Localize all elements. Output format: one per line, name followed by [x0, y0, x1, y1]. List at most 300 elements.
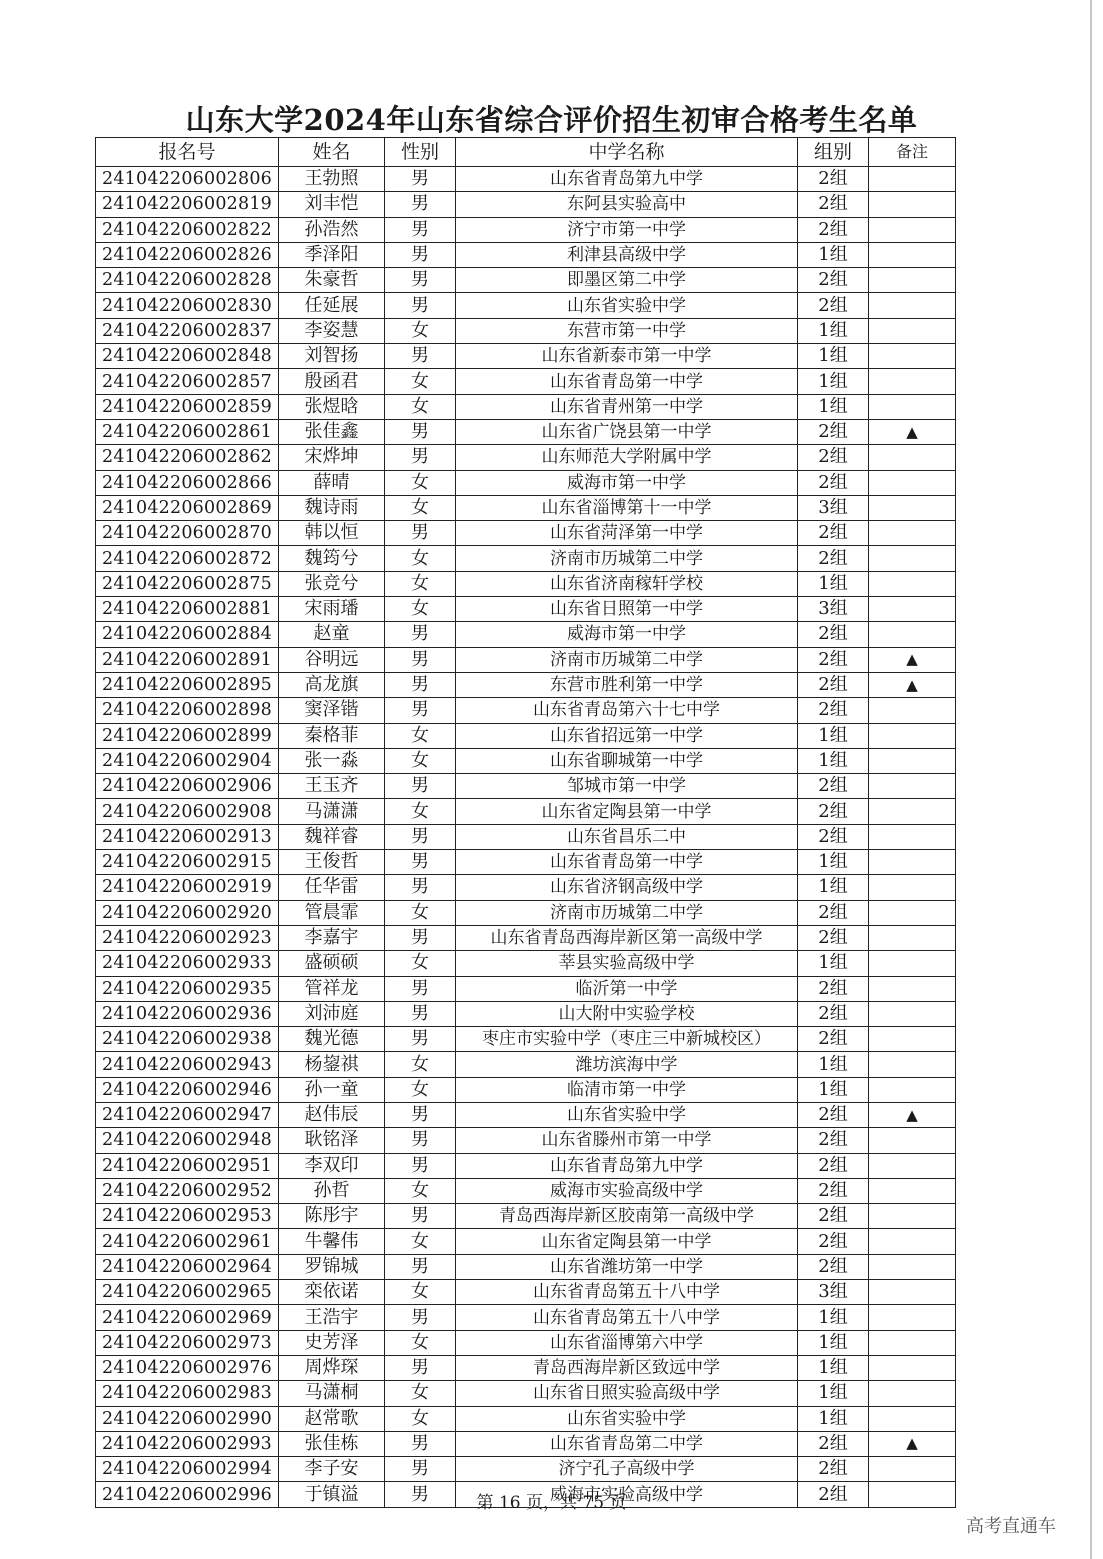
student-name-cell: 刘丰恺	[279, 192, 385, 217]
gender-cell: 男	[385, 925, 456, 950]
registration-no-cell: 241042206002935	[96, 976, 279, 1001]
gender-cell: 女	[385, 1178, 456, 1203]
table-row	[96, 875, 956, 900]
table-row	[96, 1102, 956, 1127]
student-name-cell: 王勃照	[279, 167, 385, 192]
registration-no-cell: 241042206002875	[96, 571, 279, 596]
student-name-cell: 李双印	[279, 1153, 385, 1178]
remark-cell	[869, 1102, 956, 1127]
remark-cell	[869, 748, 956, 773]
school-name-cell: 东阿县实验高中	[456, 192, 798, 217]
registration-no-cell: 241042206002938	[96, 1027, 279, 1052]
school-name-cell: 山东省淄博第六中学	[456, 1330, 798, 1355]
school-name-cell: 济宁市第一中学	[456, 217, 798, 242]
registration-no-cell: 241042206002919	[96, 875, 279, 900]
school-name-cell: 威海市实验高级中学	[456, 1178, 798, 1203]
student-name-cell: 管祥龙	[279, 976, 385, 1001]
table-row	[96, 470, 956, 495]
student-name-cell: 张竞兮	[279, 571, 385, 596]
registration-no-cell: 241042206002819	[96, 192, 279, 217]
student-name-cell: 牛馨伟	[279, 1229, 385, 1254]
registration-no-cell: 241042206002920	[96, 900, 279, 925]
gender-cell: 男	[385, 1431, 456, 1456]
gender-cell: 男	[385, 647, 456, 672]
gender-cell: 男	[385, 850, 456, 875]
gender-cell: 男	[385, 875, 456, 900]
student-name-cell: 李子安	[279, 1457, 385, 1482]
group-cell: 2组	[798, 1482, 869, 1507]
student-name-cell: 任延展	[279, 293, 385, 318]
student-name-cell: 栾依诺	[279, 1280, 385, 1305]
gender-cell: 男	[385, 521, 456, 546]
registration-no-cell: 241042206002964	[96, 1254, 279, 1279]
table-row	[96, 1457, 956, 1482]
school-name-cell: 山东省青岛第五十八中学	[456, 1280, 798, 1305]
school-name-cell: 山东省青岛第一中学	[456, 850, 798, 875]
table-row	[96, 394, 956, 419]
remark-cell	[869, 521, 956, 546]
registration-no-cell: 241042206002895	[96, 672, 279, 697]
remark-cell	[869, 622, 956, 647]
remark-cell	[869, 167, 956, 192]
gender-cell: 女	[385, 597, 456, 622]
registration-no-cell: 241042206002990	[96, 1406, 279, 1431]
student-name-cell: 王俊哲	[279, 850, 385, 875]
table-row	[96, 242, 956, 267]
gender-cell: 女	[385, 723, 456, 748]
student-name-cell: 杨鋆祺	[279, 1052, 385, 1077]
school-name-cell: 山东省昌乐二中	[456, 824, 798, 849]
group-cell: 2组	[798, 672, 869, 697]
registration-no-cell: 241042206002859	[96, 394, 279, 419]
student-name-cell: 罗锦城	[279, 1254, 385, 1279]
gender-cell: 男	[385, 1254, 456, 1279]
table-row	[96, 521, 956, 546]
registration-no-cell: 241042206002943	[96, 1052, 279, 1077]
gender-cell: 男	[385, 242, 456, 267]
remark-cell	[869, 1431, 956, 1456]
student-name-cell: 赵常歌	[279, 1406, 385, 1431]
table-row	[96, 445, 956, 470]
school-name-cell: 山东省广饶县第一中学	[456, 419, 798, 444]
registration-no-cell: 241042206002933	[96, 951, 279, 976]
group-cell: 1组	[798, 344, 869, 369]
table-row	[96, 723, 956, 748]
student-name-cell: 殷函君	[279, 369, 385, 394]
table-row	[96, 1254, 956, 1279]
remark-cell	[869, 672, 956, 697]
school-name-cell: 济宁孔子高级中学	[456, 1457, 798, 1482]
remark-cell	[869, 597, 956, 622]
table-row	[96, 698, 956, 723]
remark-cell	[869, 1077, 956, 1102]
group-cell: 1组	[798, 242, 869, 267]
student-name-cell: 李姿慧	[279, 318, 385, 343]
school-name-cell: 山东省定陶县第一中学	[456, 1229, 798, 1254]
registration-no-cell: 241042206002857	[96, 369, 279, 394]
remark-cell	[869, 192, 956, 217]
student-name-cell: 张佳鑫	[279, 419, 385, 444]
group-cell: 1组	[798, 1305, 869, 1330]
gender-cell: 男	[385, 976, 456, 1001]
group-cell: 1组	[798, 748, 869, 773]
registration-no-cell: 241042206002806	[96, 167, 279, 192]
gender-cell: 女	[385, 318, 456, 343]
table-row	[96, 546, 956, 571]
group-cell: 2组	[798, 698, 869, 723]
header-registration-no: 报名号	[96, 138, 279, 167]
school-name-cell: 山东省日照第一中学	[456, 597, 798, 622]
student-name-cell: 窦泽锴	[279, 698, 385, 723]
table-row	[96, 419, 956, 444]
gender-cell: 男	[385, 774, 456, 799]
table-row	[96, 495, 956, 520]
student-name-cell: 马潇潇	[279, 799, 385, 824]
registration-no-cell: 241042206002973	[96, 1330, 279, 1355]
table-row	[96, 1001, 956, 1026]
student-name-cell: 魏光德	[279, 1027, 385, 1052]
triangle-marker-icon: ▲	[906, 1105, 918, 1124]
registration-no-cell: 241042206002953	[96, 1204, 279, 1229]
remark-cell	[869, 1381, 956, 1406]
student-name-cell: 陈彤宇	[279, 1204, 385, 1229]
remark-cell	[869, 1457, 956, 1482]
student-name-cell: 管晨霏	[279, 900, 385, 925]
group-cell: 1组	[798, 369, 869, 394]
remark-cell	[869, 1178, 956, 1203]
gender-cell: 男	[385, 1204, 456, 1229]
group-cell: 2组	[798, 1178, 869, 1203]
school-name-cell: 济南市历城第二中学	[456, 546, 798, 571]
remark-cell	[869, 647, 956, 672]
remark-cell	[869, 1229, 956, 1254]
group-cell: 2组	[798, 167, 869, 192]
remark-cell	[869, 546, 956, 571]
remark-cell	[869, 799, 956, 824]
table-row	[96, 1330, 956, 1355]
gender-cell: 女	[385, 1077, 456, 1102]
school-name-cell: 山东省菏泽第一中学	[456, 521, 798, 546]
student-name-cell: 盛硕硕	[279, 951, 385, 976]
gender-cell: 男	[385, 1457, 456, 1482]
table-row	[96, 1027, 956, 1052]
gender-cell: 女	[385, 1280, 456, 1305]
group-cell: 1组	[798, 394, 869, 419]
school-name-cell: 邹城市第一中学	[456, 774, 798, 799]
registration-no-cell: 241042206002993	[96, 1431, 279, 1456]
school-name-cell: 山东省淄博第十一中学	[456, 495, 798, 520]
remark-cell	[869, 900, 956, 925]
table-row	[96, 1381, 956, 1406]
table-row	[96, 951, 956, 976]
group-cell: 2组	[798, 1153, 869, 1178]
student-name-cell: 耿铭泽	[279, 1128, 385, 1153]
registration-no-cell: 241042206002898	[96, 698, 279, 723]
school-name-cell: 山东省新泰市第一中学	[456, 344, 798, 369]
student-name-cell: 孙一童	[279, 1077, 385, 1102]
group-cell: 1组	[798, 875, 869, 900]
table-row	[96, 318, 956, 343]
group-cell: 2组	[798, 1254, 869, 1279]
remark-cell	[869, 1254, 956, 1279]
remark-cell	[869, 571, 956, 596]
table-row	[96, 1128, 956, 1153]
group-cell: 2组	[798, 293, 869, 318]
remark-cell	[869, 1406, 956, 1431]
registration-no-cell: 241042206002908	[96, 799, 279, 824]
student-name-cell: 张佳栋	[279, 1431, 385, 1456]
remark-cell	[869, 242, 956, 267]
registration-no-cell: 241042206002994	[96, 1457, 279, 1482]
remark-cell	[869, 318, 956, 343]
gender-cell: 男	[385, 419, 456, 444]
registration-no-cell: 241042206002965	[96, 1280, 279, 1305]
student-name-cell: 赵伟辰	[279, 1102, 385, 1127]
remark-cell	[869, 1001, 956, 1026]
school-name-cell: 山东省聊城第一中学	[456, 748, 798, 773]
gender-cell: 男	[385, 1027, 456, 1052]
school-name-cell: 济南市历城第二中学	[456, 647, 798, 672]
gender-cell: 男	[385, 672, 456, 697]
gender-cell: 男	[385, 293, 456, 318]
gender-cell: 女	[385, 546, 456, 571]
group-cell: 2组	[798, 1431, 869, 1456]
candidate-table	[95, 137, 956, 1508]
school-name-cell: 威海市第一中学	[456, 470, 798, 495]
group-cell: 1组	[798, 571, 869, 596]
remark-cell	[869, 1355, 956, 1380]
gender-cell: 男	[385, 1128, 456, 1153]
school-name-cell: 山东省青岛第二中学	[456, 1431, 798, 1456]
triangle-marker-icon: ▲	[906, 422, 918, 441]
remark-cell	[869, 495, 956, 520]
gender-cell: 女	[385, 799, 456, 824]
registration-no-cell: 241042206002830	[96, 293, 279, 318]
registration-no-cell: 241042206002946	[96, 1077, 279, 1102]
header-remark: 备注	[869, 138, 956, 167]
student-name-cell: 魏诗雨	[279, 495, 385, 520]
gender-cell: 男	[385, 1355, 456, 1380]
school-name-cell: 威海市实验高级中学	[456, 1482, 798, 1507]
group-cell: 1组	[798, 1381, 869, 1406]
student-name-cell: 周烨琛	[279, 1355, 385, 1380]
registration-no-cell: 241042206002969	[96, 1305, 279, 1330]
group-cell: 2组	[798, 217, 869, 242]
table-row	[96, 1305, 956, 1330]
remark-cell	[869, 1153, 956, 1178]
student-name-cell: 刘智扬	[279, 344, 385, 369]
gender-cell: 男	[385, 824, 456, 849]
table-body	[96, 167, 956, 1508]
student-name-cell: 张一淼	[279, 748, 385, 773]
student-name-cell: 王玉齐	[279, 774, 385, 799]
school-name-cell: 山东省青州第一中学	[456, 394, 798, 419]
school-name-cell: 山东省济南稼轩学校	[456, 571, 798, 596]
table-header-row	[96, 138, 956, 167]
gender-cell: 女	[385, 369, 456, 394]
registration-no-cell: 241042206002861	[96, 419, 279, 444]
remark-cell	[869, 344, 956, 369]
gender-cell: 女	[385, 495, 456, 520]
registration-no-cell: 241042206002915	[96, 850, 279, 875]
registration-no-cell: 241042206002884	[96, 622, 279, 647]
student-name-cell: 魏筠兮	[279, 546, 385, 571]
school-name-cell: 即墨区第二中学	[456, 268, 798, 293]
registration-no-cell: 241042206002976	[96, 1355, 279, 1380]
group-cell: 3组	[798, 597, 869, 622]
school-name-cell: 山东省青岛第六十七中学	[456, 698, 798, 723]
school-name-cell: 东营市第一中学	[456, 318, 798, 343]
table-row	[96, 369, 956, 394]
registration-no-cell: 241042206002837	[96, 318, 279, 343]
group-cell: 2组	[798, 1457, 869, 1482]
group-cell: 2组	[798, 647, 869, 672]
remark-cell	[869, 419, 956, 444]
school-name-cell: 山东省青岛第九中学	[456, 1153, 798, 1178]
student-name-cell: 王浩宇	[279, 1305, 385, 1330]
watermark-text: 高考直通车	[966, 1516, 1056, 1537]
registration-no-cell: 241042206002872	[96, 546, 279, 571]
header-gender: 性别	[385, 138, 456, 167]
table-row	[96, 774, 956, 799]
school-name-cell: 东营市胜利第一中学	[456, 672, 798, 697]
remark-cell	[869, 1280, 956, 1305]
school-name-cell: 山东省实验中学	[456, 293, 798, 318]
gender-cell: 男	[385, 344, 456, 369]
table-row	[96, 925, 956, 950]
group-cell: 1组	[798, 1330, 869, 1355]
remark-cell	[869, 976, 956, 1001]
registration-no-cell: 241042206002913	[96, 824, 279, 849]
remark-cell	[869, 394, 956, 419]
student-name-cell: 宋雨璠	[279, 597, 385, 622]
gender-cell: 男	[385, 1482, 456, 1507]
gender-cell: 男	[385, 622, 456, 647]
table-row	[96, 799, 956, 824]
school-name-cell: 青岛西海岸新区致远中学	[456, 1355, 798, 1380]
gender-cell: 男	[385, 1305, 456, 1330]
gender-cell: 女	[385, 900, 456, 925]
table-row	[96, 167, 956, 192]
table-row	[96, 344, 956, 369]
table-row	[96, 268, 956, 293]
group-cell: 2组	[798, 1229, 869, 1254]
group-cell: 2组	[798, 774, 869, 799]
registration-no-cell: 241042206002862	[96, 445, 279, 470]
group-cell: 2组	[798, 976, 869, 1001]
school-name-cell: 枣庄市实验中学（枣庄三中新城校区）	[456, 1027, 798, 1052]
school-name-cell: 山东省滕州市第一中学	[456, 1128, 798, 1153]
table-row	[96, 1431, 956, 1456]
registration-no-cell: 241042206002822	[96, 217, 279, 242]
student-name-cell: 张煜晗	[279, 394, 385, 419]
table-row	[96, 597, 956, 622]
group-cell: 2组	[798, 1102, 869, 1127]
group-cell: 2组	[798, 192, 869, 217]
remark-cell	[869, 951, 956, 976]
registration-no-cell: 241042206002881	[96, 597, 279, 622]
header-name: 姓名	[279, 138, 385, 167]
table-row	[96, 900, 956, 925]
gender-cell: 女	[385, 748, 456, 773]
gender-cell: 女	[385, 1381, 456, 1406]
table-row	[96, 1052, 956, 1077]
group-cell: 1组	[798, 318, 869, 343]
student-name-cell: 于镇溢	[279, 1482, 385, 1507]
group-cell: 2组	[798, 268, 869, 293]
remark-cell	[869, 293, 956, 318]
remark-cell	[869, 217, 956, 242]
gender-cell: 女	[385, 394, 456, 419]
table-row	[96, 824, 956, 849]
school-name-cell: 山东省招远第一中学	[456, 723, 798, 748]
registration-no-cell: 241042206002947	[96, 1102, 279, 1127]
student-name-cell: 魏祥睿	[279, 824, 385, 849]
student-name-cell: 朱豪哲	[279, 268, 385, 293]
group-cell: 2组	[798, 1128, 869, 1153]
school-name-cell: 山东省日照实验高级中学	[456, 1381, 798, 1406]
registration-no-cell: 241042206002848	[96, 344, 279, 369]
school-name-cell: 威海市第一中学	[456, 622, 798, 647]
school-name-cell: 山东省青岛西海岸新区第一高级中学	[456, 925, 798, 950]
student-name-cell: 李嘉宇	[279, 925, 385, 950]
remark-cell	[869, 470, 956, 495]
student-name-cell: 任华雷	[279, 875, 385, 900]
group-cell: 2组	[798, 622, 869, 647]
table-row	[96, 1077, 956, 1102]
gender-cell: 男	[385, 268, 456, 293]
gender-cell: 女	[385, 470, 456, 495]
table-row	[96, 850, 956, 875]
table-row	[96, 748, 956, 773]
gender-cell: 女	[385, 571, 456, 596]
remark-cell	[869, 1305, 956, 1330]
group-cell: 2组	[798, 419, 869, 444]
remark-cell	[869, 1128, 956, 1153]
registration-no-cell: 241042206002996	[96, 1482, 279, 1507]
remark-cell	[869, 1204, 956, 1229]
table-row	[96, 976, 956, 1001]
registration-no-cell: 241042206002948	[96, 1128, 279, 1153]
table-row	[96, 217, 956, 242]
table-row	[96, 1280, 956, 1305]
group-cell: 2组	[798, 900, 869, 925]
remark-cell	[869, 774, 956, 799]
document-title: 山东大学2024年山东省综合评价招生初审合格考生名单	[185, 103, 918, 137]
school-name-cell: 山大附中实验学校	[456, 1001, 798, 1026]
registration-no-cell: 241042206002923	[96, 925, 279, 950]
school-name-cell: 莘县实验高级中学	[456, 951, 798, 976]
school-name-cell: 山东省青岛第一中学	[456, 369, 798, 394]
table-row	[96, 622, 956, 647]
gender-cell: 男	[385, 1001, 456, 1026]
group-cell: 2组	[798, 470, 869, 495]
school-name-cell: 山东省实验中学	[456, 1102, 798, 1127]
group-cell: 2组	[798, 1027, 869, 1052]
student-name-cell: 孙哲	[279, 1178, 385, 1203]
school-name-cell: 山东省定陶县第一中学	[456, 799, 798, 824]
registration-no-cell: 241042206002961	[96, 1229, 279, 1254]
school-name-cell: 临沂第一中学	[456, 976, 798, 1001]
table-row	[96, 647, 956, 672]
school-name-cell: 山东省济钢高级中学	[456, 875, 798, 900]
gender-cell: 女	[385, 1330, 456, 1355]
table-row	[96, 1204, 956, 1229]
group-cell: 1组	[798, 1077, 869, 1102]
triangle-marker-icon: ▲	[906, 675, 918, 694]
school-name-cell: 山东师范大学附属中学	[456, 445, 798, 470]
registration-no-cell: 241042206002866	[96, 470, 279, 495]
